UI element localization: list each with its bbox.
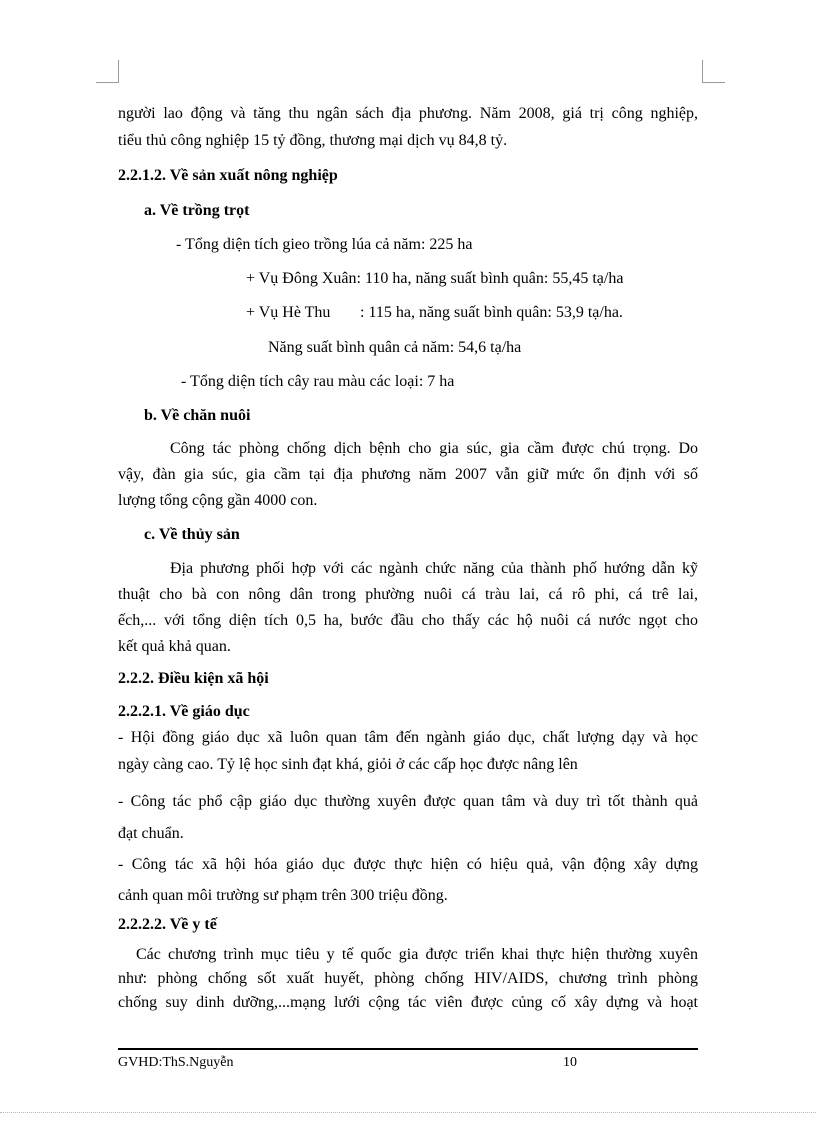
paragraph-line: như: phòng chống sốt xuất huyết, phòng chống HIV/AIDS, chương trình phòng (118, 970, 698, 987)
paragraph-line: - Công tác phổ cập giáo dục thường xuyên được quan tâm và duy trì tốt thành quả (118, 793, 698, 810)
paragraph-line: - Hội đồng giáo dục xã luôn quan tâm đến ngành giáo dục, chất lượng dạy và học (118, 729, 698, 746)
paragraph-line: đạt chuẩn. (118, 825, 184, 842)
paragraph-line: cảnh quan môi trường sư phạm trên 300 triệu đồng. (118, 887, 448, 904)
paragraph-line: người lao động và tăng thu ngân sách địa phương. Năm 2008, giá trị công nghiệp, (118, 105, 698, 122)
paragraph-line: lượng tổng cộng gần 4000 con. (118, 492, 318, 509)
paragraph-line: ngày càng cao. Tỷ lệ học sinh đạt khá, giỏi ở các cấp học được nâng lên (118, 756, 578, 773)
section-heading: 2.2.2.2. Về y tế (118, 916, 217, 933)
section-heading: 2.2.1.2. Về sản xuất nông nghiệp (118, 167, 338, 184)
corner-mark-top-right (702, 60, 725, 83)
paragraph-line: kết quả khả quan. (118, 638, 231, 655)
paragraph-line: chống suy dinh dưỡng,...mạng lưới cộng tác viên được củng cố xây dựng và hoạt (118, 994, 698, 1011)
paragraph-line: - Công tác xã hội hóa giáo dục được thực hiện có hiệu quả, vận động xây dựng (118, 856, 698, 873)
page-bottom-dotted-border (0, 1112, 816, 1113)
list-item: - Tổng diện tích gieo trồng lúa cả năm: 225 ha (176, 236, 473, 253)
paragraph-line: vậy, đàn gia súc, gia cầm tại địa phương năm 2007 vẫn giữ mức ổn định với số (118, 466, 698, 483)
paragraph-line: thuật cho bà con nông dân trong phường nuôi cá tràu lai, cá rô phi, cá trê lai, (118, 586, 698, 603)
subsection-heading: c. Về thủy sản (144, 526, 240, 543)
footer-rule (118, 1048, 698, 1050)
paragraph-line: Địa phương phối hợp với các ngành chức năng của thành phố hướng dẫn kỹ (170, 560, 698, 577)
summary-line: Năng suất bình quân cả năm: 54,6 tạ/ha (268, 339, 522, 356)
corner-mark-top-left (96, 60, 119, 83)
list-item: + Vụ Đông Xuân: 110 ha, năng suất bình quân: 55,45 tạ/ha (246, 270, 624, 287)
subsection-heading: a. Về trồng trọt (144, 202, 250, 219)
footer-advisor: GVHD:ThS.Nguyễn (118, 1055, 234, 1070)
paragraph-line: Công tác phòng chống dịch bệnh cho gia súc, gia cầm được chú trọng. Do (170, 440, 698, 457)
page-number: 10 (563, 1055, 577, 1070)
list-item: + Vụ Hè Thu (246, 304, 331, 321)
list-item-value: : 115 ha, năng suất bình quân: 53,9 tạ/ha. (360, 304, 623, 321)
paragraph-line: Các chương trình mục tiêu y tế quốc gia được triển khai thực hiện thường xuyên (136, 946, 698, 963)
section-heading: 2.2.2.1. Về giáo dục (118, 703, 250, 720)
list-item: - Tổng diện tích cây rau màu các loại: 7 ha (181, 373, 455, 390)
paragraph-line: tiểu thủ công nghiệp 15 tỷ đồng, thương mại dịch vụ 84,8 tỷ. (118, 132, 508, 149)
section-heading: 2.2.2. Điều kiện xã hội (118, 670, 269, 687)
subsection-heading: b. Về chăn nuôi (144, 407, 251, 424)
paragraph-line: ếch,... với tổng diện tích 0,5 ha, bước đầu cho thấy các hộ nuôi cá nước ngọt cho (118, 612, 698, 629)
